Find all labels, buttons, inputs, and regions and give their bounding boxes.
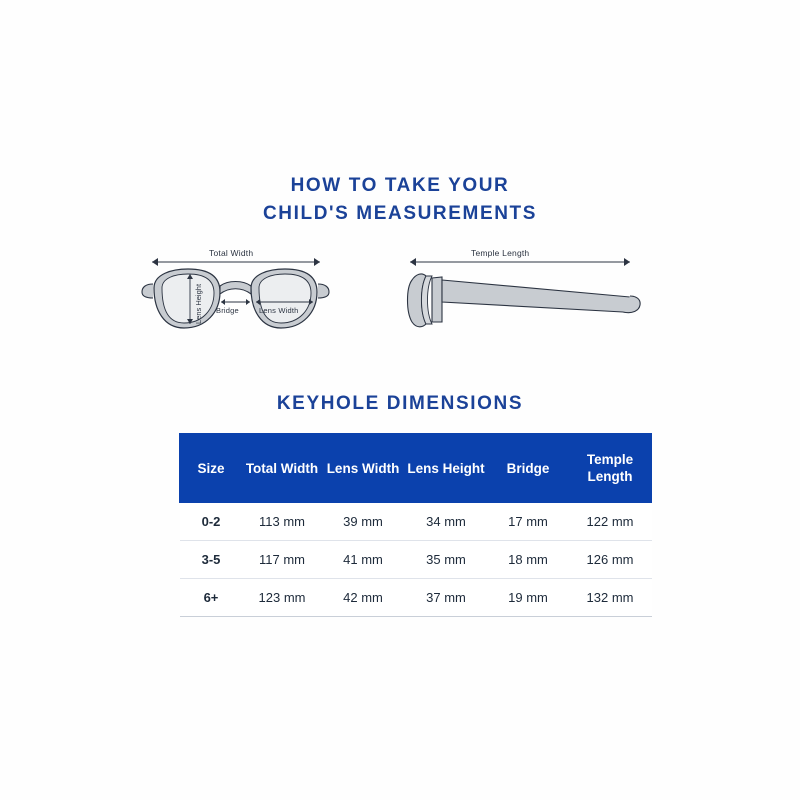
page-title-line-1: HOW TO TAKE YOUR bbox=[290, 175, 510, 196]
cell-lens-width: 39 mm bbox=[322, 503, 405, 541]
cell-total-width: 113 mm bbox=[243, 503, 322, 541]
header-temple-length: Temple Length bbox=[569, 434, 652, 503]
side-frame-shape bbox=[408, 274, 641, 327]
header-total-width: Total Width bbox=[243, 434, 322, 503]
temple-length-label: Temple Length bbox=[471, 248, 530, 258]
front-frame-shape bbox=[142, 269, 329, 328]
cell-total-width: 123 mm bbox=[243, 579, 322, 617]
cell-size: 6+ bbox=[180, 579, 243, 617]
table-row bbox=[180, 541, 652, 579]
glasses-diagram-svg bbox=[120, 240, 680, 370]
cell-lens-height: 35 mm bbox=[405, 541, 488, 579]
cell-lens-height: 34 mm bbox=[405, 503, 488, 541]
header-lens-height: Lens Height bbox=[405, 434, 488, 503]
cell-temple-length: 132 mm bbox=[569, 579, 652, 617]
cell-bridge: 18 mm bbox=[488, 541, 569, 579]
header-lens-width: Lens Width bbox=[322, 434, 405, 503]
table-header-row bbox=[180, 434, 652, 503]
cell-lens-width: 42 mm bbox=[322, 579, 405, 617]
temple-length-arrow bbox=[410, 258, 630, 266]
lens-height-label: Lens Height bbox=[194, 283, 203, 324]
table-row bbox=[180, 503, 652, 541]
cell-bridge: 19 mm bbox=[488, 579, 569, 617]
header-bridge: Bridge bbox=[488, 434, 569, 503]
total-width-arrow bbox=[152, 258, 320, 266]
cell-lens-height: 37 mm bbox=[405, 579, 488, 617]
page-title-line-2: CHILD'S MEASUREMENTS bbox=[262, 203, 538, 224]
cell-size: 0-2 bbox=[180, 503, 243, 541]
cell-total-width: 117 mm bbox=[243, 541, 322, 579]
cell-bridge: 17 mm bbox=[488, 503, 569, 541]
cell-temple-length: 126 mm bbox=[569, 541, 652, 579]
cell-lens-width: 41 mm bbox=[322, 541, 405, 579]
measurement-diagram bbox=[120, 240, 680, 370]
section-title: KEYHOLE DIMENSIONS bbox=[276, 393, 524, 414]
total-width-label: Total Width bbox=[209, 248, 254, 258]
bridge-arrow bbox=[221, 299, 250, 305]
cell-temple-length: 122 mm bbox=[569, 503, 652, 541]
dimensions-table bbox=[179, 433, 652, 617]
dimensions-table-wrapper bbox=[179, 433, 634, 617]
bridge-label: Bridge bbox=[216, 306, 239, 315]
cell-size: 3-5 bbox=[180, 541, 243, 579]
header-size: Size bbox=[180, 434, 243, 503]
page-title bbox=[0, 172, 800, 228]
lens-width-label: Lens Width bbox=[259, 306, 299, 315]
table-row bbox=[180, 579, 652, 617]
